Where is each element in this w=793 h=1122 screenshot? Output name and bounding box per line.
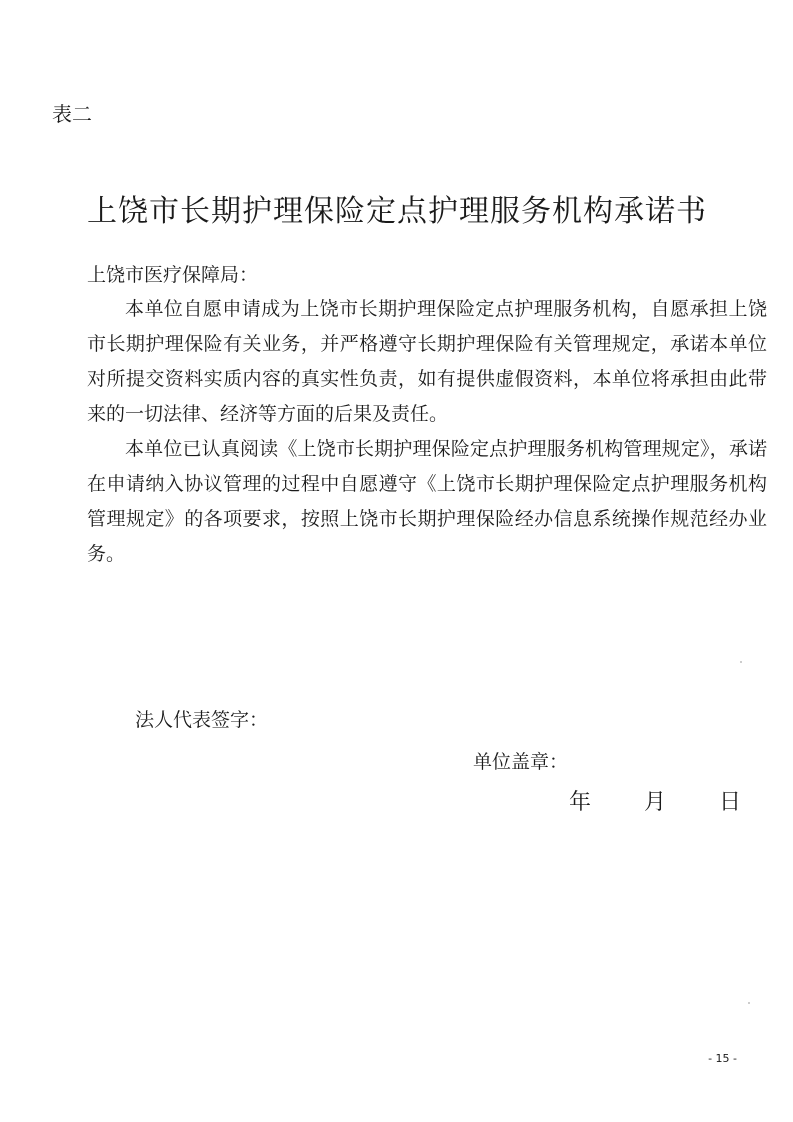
date-month: 月: [644, 790, 667, 815]
document-title: 上饶市长期护理保险定点护理服务机构承诺书: [87, 194, 707, 229]
table-label: 表二: [52, 102, 92, 126]
addressee: 上饶市医疗保障局：: [87, 264, 259, 286]
date-year: 年: [569, 790, 592, 815]
date-day: 日: [719, 790, 742, 815]
commitment-body: [87, 292, 767, 572]
page-number: - 15 -: [708, 1052, 737, 1065]
date-line: [543, 787, 741, 819]
commitment-paragraph-2: 本单位已认真阅读《上饶市长期护理保险定点护理服务机构管理规定》，承诺在申请纳入协议管理的过程中自愿遵守《上饶市长期护理保险定点护理服务机构管理规定》的各项要求，按照上饶市长期护理保险经办信息系统操作规范经办业务。: [87, 438, 767, 565]
unit-seal-label: 单位盖章：: [473, 751, 569, 773]
commitment-paragraph-1: 本单位自愿申请成为上饶市长期护理保险定点护理服务机构，自愿承担上饶市长期护理保险有关业务，并严格遵守长期护理保险有关管理规定，承诺本单位对所提交资料实质内容的真实性负责，如有提供虚假资料，本单位将承担由此带来的一切法律、经济等方面的后果及责任。: [87, 298, 767, 425]
scan-speck: [748, 1002, 750, 1004]
scan-speck: [740, 661, 742, 663]
legal-representative-signature-label: 法人代表签字：: [135, 709, 269, 731]
